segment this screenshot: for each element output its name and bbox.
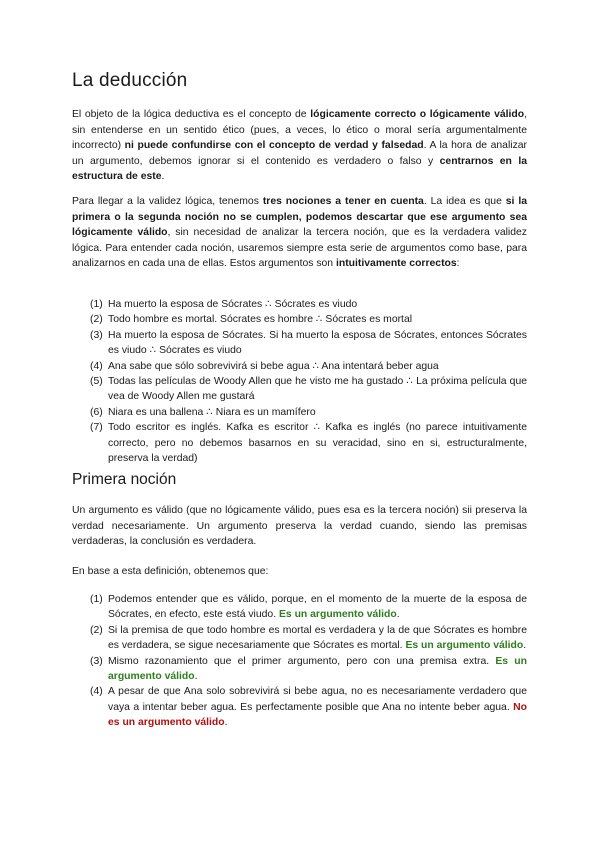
list-item: (1) Podemos entender que es válido, porque, en el momento de la muerte de la esposa de Sócrates, en efecto, este está viudo. Es un argumento válido. [90,594,527,621]
list-item: (2) Si la premisa de que todo hombre es mortal es verdadera y la de que Sócrates es hombre es verdadera, se sigue necesariamente que Sócrates es mortal. Es un argumento válido. [90,624,527,652]
notions-paragraph: Para llegar a la validez lógica, tenemos tres nociones a tener en cuenta. La idea es que si la primera o la segunda noción no se cumplen, podemos descartar que ese argumento sea lógicamente válido, sin necesidad de analizar la tercera noción, que es la verdadera validez lógica. Para entender cada noción, usaremos siempre esta serie de argumentos como base, para analizarnos en cada una de ellas. Estos argumentos son intuitivamente correctos: [72,196,528,270]
list-item: (4) A pesar de que Ana solo sobrevivirá si bebe agua, no es necesariamente verdadero que vaya a intentar beber agua. Es perfectamente posible que Ana no intente beber agua. No es un argumento válido. [90,686,527,729]
list-item: (5) Todas las películas de Woody Allen que he visto me ha gustado ∴ La próxima película que vea de Woody Allen me gustará [90,376,527,403]
intro-paragraph: El objeto de la lógica deductiva es el concepto de lógicamente correcto o lógicamente válido, sin entenderse en un sentido ético (pues, a veces, lo ético o moral sería argumentalmente incorrecto) ni puede confundirse con el concepto de verdad y falsedad. A la hora de analizar un argumento, debemos ignorar si el contenido es verdadero o falso y centrarnos en la estructura de este. [72,109,528,183]
verdict-invalid: No es un argumento válido [108,701,527,729]
list-item: (3) Ha muerto la esposa de Sócrates. Si ha muerto la esposa de Sócrates, entonces Sócrates es viudo ∴ Sócrates es viudo [90,329,527,357]
analysis-list [72,592,527,731]
list-item: (2) Todo hombre es mortal. Sócrates es hombre ∴ Sócrates es mortal [90,314,413,326]
consequence-paragraph: En base a esta definición, obtenemos que: [72,566,269,577]
verdict-valid: Es un argumento válido [405,640,524,652]
section-title: Primera noción [72,471,177,488]
list-item: (6) Niara es una ballena ∴ Niara es un mamífero [90,406,316,418]
list-item: (7) Todo escritor es inglés. Kafka es escritor ∴ Kafka es inglés (no parece intuitivamente correcto, pero no debemos basarnos en su veracidad, sino en si, estructuralmente, preserva la verdad) [90,422,527,465]
list-item: (3) Mismo razonamiento que el primer argumento, pero con una premisa extra. Es un argumento válido. [90,655,527,683]
definition-paragraph: Un argumento es válido (que no lógicamente válido, pues esa es la tercera noción) sii preserva la verdad necesariamente. Un argumento preserva la verdad cuando, siendo las premisas verdaderas, la conclusión es verdadera. [72,505,527,548]
arguments-list [72,297,527,466]
verdict-valid: Es un argumento válido [108,655,527,683]
list-item: (1) Ha muerto la esposa de Sócrates ∴ Sócrates es viudo [90,299,358,310]
verdict-valid: Es un argumento válido [278,609,397,621]
page-title: La deducción [72,70,188,91]
list-item: (4) Ana sabe que sólo sobrevivirá si bebe agua ∴ Ana intentará beber agua [90,360,439,372]
